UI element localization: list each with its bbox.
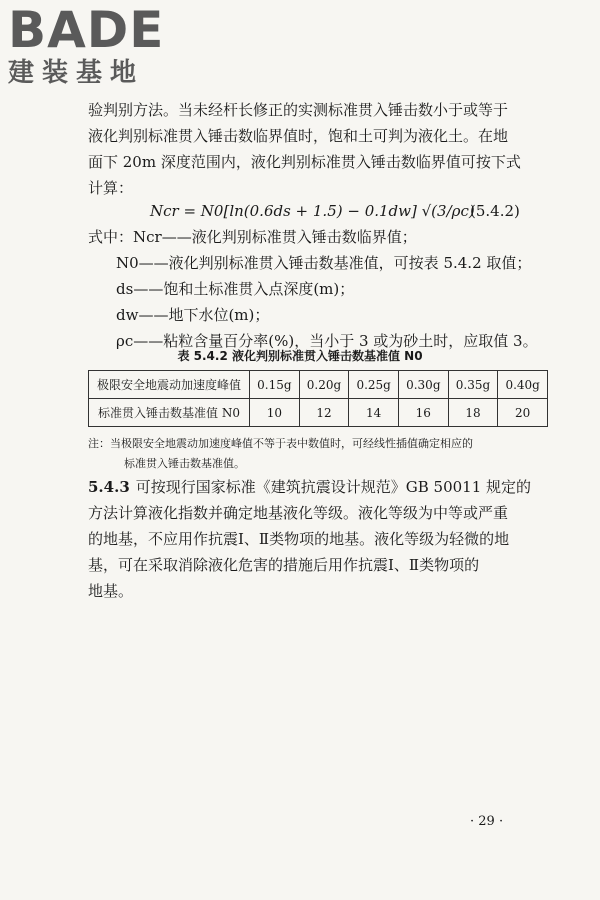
formula-number: (5.4.2): [470, 202, 520, 220]
intro-line: 面下 20m 深度范围内，液化判别标准贯入锤击数临界值可按下式: [88, 153, 521, 171]
section-line: 地基。: [88, 582, 134, 600]
table-row-header: 极限安全地震动加速度峰值: [89, 371, 250, 399]
definition-symbol: ρc: [116, 332, 134, 350]
definition-item: [88, 276, 558, 302]
table-cell: 0.20g: [299, 371, 349, 399]
formula-5-4-2: [150, 200, 550, 222]
table-cell: 0.15g: [250, 371, 300, 399]
definition-text: ——地下水位(m)；: [138, 306, 270, 324]
section-line: 的地基，不应用作抗震Ⅰ、Ⅱ类物项的地基。液化等级为轻微的地: [88, 530, 510, 548]
note-line: 标准贯入锤击数基准值。: [124, 457, 245, 470]
intro-paragraph: [88, 97, 548, 201]
table-cell: 12: [299, 399, 349, 427]
definition-item: [88, 224, 558, 250]
definitions-list: [88, 224, 558, 354]
section-line: 基，可在采取消除液化危害的措施后用作抗震Ⅰ、Ⅱ类物项的: [88, 556, 480, 574]
section-line: [88, 474, 548, 500]
definition-symbol: 式中：Ncr: [88, 228, 162, 246]
table-cell: 10: [250, 399, 300, 427]
table-row-header: 标准贯入锤击数基准值 N0: [89, 399, 250, 427]
definition-symbol: ds: [116, 280, 134, 298]
intro-line: 液化判别标准贯入锤击数临界值时，饱和土可判为液化土。在地: [88, 127, 509, 145]
table-row: [89, 399, 548, 427]
table-cell: 0.25g: [349, 371, 399, 399]
table-title: 表 5.4.2 液化判别标准贯入锤击数基准值 N0: [177, 349, 423, 363]
formula-expression: Ncr = N0[ln(0.6ds + 1.5) − 0.1dw] √(3/ρc): [150, 202, 475, 220]
table-cell: 0.35g: [448, 371, 498, 399]
section-line: 方法计算液化指数并确定地基液化等级。液化等级为中等或严重: [88, 504, 509, 522]
table-cell: 18: [448, 399, 498, 427]
definition-text: ——液化判别标准贯入锤击数临界值；: [161, 228, 417, 246]
logo: [8, 1, 165, 88]
logo-subtitle: 建装基地: [8, 58, 145, 88]
definition-item: [88, 302, 558, 328]
table-cell: 16: [398, 399, 448, 427]
section-text: 可按现行国家标准《建筑抗震设计规范》GB 50011 规定的: [135, 478, 532, 496]
table-cell: 20: [498, 399, 548, 427]
page-number: · 29 ·: [470, 814, 504, 829]
logo-wordmark: BADE: [8, 1, 165, 59]
table-cell: 0.40g: [498, 371, 548, 399]
table-note: [88, 434, 548, 474]
intro-line: 计算：: [88, 179, 134, 197]
definition-text: ——粘粒含量百分率(%)，当小于 3 或为砂土时，应取值 3。: [133, 332, 538, 350]
table-row: [89, 371, 548, 399]
table-cell: 14: [349, 399, 399, 427]
standard-penetration-table: [88, 370, 548, 427]
section-number: 5.4.3: [88, 478, 130, 496]
note-line: 注：当极限安全地震动加速度峰值不等于表中数值时，可经线性插值确定相应的: [88, 437, 473, 450]
definition-text: ——饱和土标准贯入点深度(m)；: [133, 280, 355, 298]
intro-line: 验判别方法。当未经杆长修正的实测标准贯入锤击数小于或等于: [88, 101, 509, 119]
definition-symbol: dw: [116, 306, 139, 324]
section-5-4-3: [88, 474, 548, 604]
definition-item: [88, 250, 558, 276]
table-cell: 0.30g: [398, 371, 448, 399]
definition-text: ——液化判别标准贯入锤击数基准值，可按表 5.4.2 取值；: [138, 254, 532, 272]
definition-symbol: N0: [116, 254, 139, 272]
